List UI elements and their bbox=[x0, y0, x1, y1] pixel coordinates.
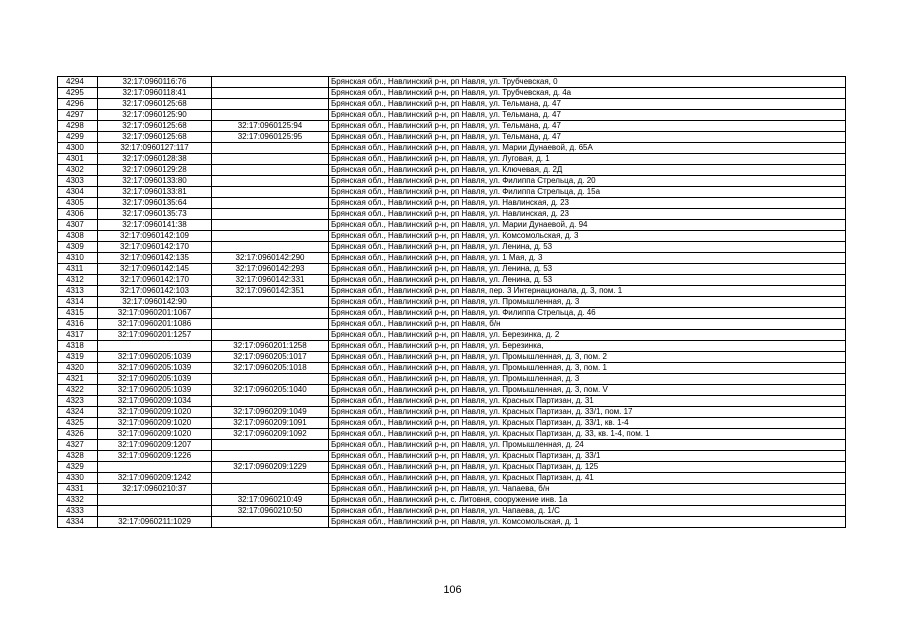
table-row bbox=[58, 165, 846, 176]
row-number-cell: 4319 bbox=[58, 352, 98, 363]
linked-cadastral-number-cell: 32:17:0960210:50 bbox=[212, 506, 329, 517]
table-row bbox=[58, 121, 846, 132]
cadastral-number-cell: 32:17:0960125:68 bbox=[98, 121, 212, 132]
table-row bbox=[58, 77, 846, 88]
address-cell: Брянская обл., Навлинский р-н, рп Навля, ул. Тельмана, д. 47 bbox=[329, 132, 846, 143]
address-cell: Брянская обл., Навлинский р-н, рп Навля, ул. Навлинская, д. 23 bbox=[329, 198, 846, 209]
address-cell: Брянская обл., Навлинский р-н, рп Навля, б/н bbox=[329, 319, 846, 330]
linked-cadastral-number-cell bbox=[212, 143, 329, 154]
table-row bbox=[58, 209, 846, 220]
linked-cadastral-number-cell: 32:17:0960205:1017 bbox=[212, 352, 329, 363]
linked-cadastral-number-cell: 32:17:0960210:49 bbox=[212, 495, 329, 506]
cadastral-number-cell: 32:17:0960205:1039 bbox=[98, 385, 212, 396]
cadastral-number-cell: 32:17:0960205:1039 bbox=[98, 352, 212, 363]
address-cell: Брянская обл., Навлинский р-н, рп Навля, ул. 1 Мая, д. 3 bbox=[329, 253, 846, 264]
address-cell: Брянская обл., Навлинский р-н, рп Навля, ул. Филиппа Стрельца, д. 46 bbox=[329, 308, 846, 319]
table-row bbox=[58, 341, 846, 352]
table-row bbox=[58, 88, 846, 99]
linked-cadastral-number-cell bbox=[212, 99, 329, 110]
cadastral-number-cell: 32:17:0960135:73 bbox=[98, 209, 212, 220]
registry-table-body bbox=[58, 77, 846, 528]
address-cell: Брянская обл., Навлинский р-н, рп Навля, ул. Чапаева, б/н bbox=[329, 484, 846, 495]
address-cell: Брянская обл., Навлинский р-н, рп Навля, ул. Промышленная, д. 3 bbox=[329, 374, 846, 385]
address-cell: Брянская обл., Навлинский р-н, с. Литовня, сооружение инв. 1а bbox=[329, 495, 846, 506]
linked-cadastral-number-cell bbox=[212, 396, 329, 407]
table-row bbox=[58, 352, 846, 363]
table-row bbox=[58, 275, 846, 286]
table-row bbox=[58, 132, 846, 143]
row-number-cell: 4303 bbox=[58, 176, 98, 187]
linked-cadastral-number-cell bbox=[212, 242, 329, 253]
linked-cadastral-number-cell: 32:17:0960142:290 bbox=[212, 253, 329, 264]
linked-cadastral-number-cell: 32:17:0960142:331 bbox=[212, 275, 329, 286]
address-cell: Брянская обл., Навлинский р-н, рп Навля, ул. Ключевая, д. 2Д bbox=[329, 165, 846, 176]
cadastral-number-cell: 32:17:0960209:1034 bbox=[98, 396, 212, 407]
cadastral-number-cell: 32:17:0960125:68 bbox=[98, 132, 212, 143]
table-row bbox=[58, 429, 846, 440]
address-cell: Брянская обл., Навлинский р-н, рп Навля, ул. Ленина, д. 53 bbox=[329, 264, 846, 275]
row-number-cell: 4333 bbox=[58, 506, 98, 517]
linked-cadastral-number-cell bbox=[212, 165, 329, 176]
cadastral-number-cell bbox=[98, 341, 212, 352]
linked-cadastral-number-cell: 32:17:0960209:1049 bbox=[212, 407, 329, 418]
table-row bbox=[58, 407, 846, 418]
table-row bbox=[58, 374, 846, 385]
linked-cadastral-number-cell: 32:17:0960205:1018 bbox=[212, 363, 329, 374]
cadastral-number-cell: 32:17:0960205:1039 bbox=[98, 363, 212, 374]
linked-cadastral-number-cell bbox=[212, 198, 329, 209]
table-row bbox=[58, 286, 846, 297]
table-row bbox=[58, 242, 846, 253]
linked-cadastral-number-cell: 32:17:0960125:95 bbox=[212, 132, 329, 143]
address-cell: Брянская обл., Навлинский р-н, рп Навля, ул. Промышленная, д. 3, пом. 1 bbox=[329, 363, 846, 374]
address-cell: Брянская обл., Навлинский р-н, рп Навля, ул. Красных Партизан, д. 33, кв. 1-4, пом. 1 bbox=[329, 429, 846, 440]
address-cell: Брянская обл., Навлинский р-н, рп Навля, ул. Комсомольская, д. 3 bbox=[329, 231, 846, 242]
cadastral-number-cell: 32:17:0960142:109 bbox=[98, 231, 212, 242]
cadastral-number-cell: 32:17:0960142:135 bbox=[98, 253, 212, 264]
linked-cadastral-number-cell bbox=[212, 154, 329, 165]
row-number-cell: 4316 bbox=[58, 319, 98, 330]
row-number-cell: 4320 bbox=[58, 363, 98, 374]
address-cell: Брянская обл., Навлинский р-н, рп Навля, ул. Березинка, д. 2 bbox=[329, 330, 846, 341]
row-number-cell: 4317 bbox=[58, 330, 98, 341]
cadastral-number-cell: 32:17:0960118:41 bbox=[98, 88, 212, 99]
cadastral-number-cell: 32:17:0960201:1067 bbox=[98, 308, 212, 319]
table-row bbox=[58, 484, 846, 495]
table-row bbox=[58, 495, 846, 506]
cadastral-number-cell: 32:17:0960142:170 bbox=[98, 275, 212, 286]
cadastral-number-cell: 32:17:0960209:1242 bbox=[98, 473, 212, 484]
cadastral-number-cell: 32:17:0960127:117 bbox=[98, 143, 212, 154]
cadastral-number-cell: 32:17:0960135:64 bbox=[98, 198, 212, 209]
row-number-cell: 4329 bbox=[58, 462, 98, 473]
linked-cadastral-number-cell: 32:17:0960142:293 bbox=[212, 264, 329, 275]
linked-cadastral-number-cell bbox=[212, 231, 329, 242]
linked-cadastral-number-cell: 32:17:0960125:94 bbox=[212, 121, 329, 132]
table-row bbox=[58, 110, 846, 121]
cadastral-number-cell: 32:17:0960125:90 bbox=[98, 110, 212, 121]
table-row bbox=[58, 451, 846, 462]
address-cell: Брянская обл., Навлинский р-н, рп Навля, ул. Филиппа Стрельца, д. 20 bbox=[329, 176, 846, 187]
row-number-cell: 4328 bbox=[58, 451, 98, 462]
table-row bbox=[58, 462, 846, 473]
row-number-cell: 4326 bbox=[58, 429, 98, 440]
address-cell: Брянская обл., Навлинский р-н, рп Навля, ул. Красных Партизан, д. 33/1, кв. 1-4 bbox=[329, 418, 846, 429]
linked-cadastral-number-cell: 32:17:0960209:1229 bbox=[212, 462, 329, 473]
linked-cadastral-number-cell bbox=[212, 220, 329, 231]
linked-cadastral-number-cell bbox=[212, 88, 329, 99]
cadastral-number-cell: 32:17:0960205:1039 bbox=[98, 374, 212, 385]
cadastral-number-cell: 32:17:0960142:170 bbox=[98, 242, 212, 253]
table-row bbox=[58, 99, 846, 110]
linked-cadastral-number-cell bbox=[212, 209, 329, 220]
address-cell: Брянская обл., Навлинский р-н, рп Навля, ул. Тельмана, д. 47 bbox=[329, 99, 846, 110]
cadastral-number-cell: 32:17:0960201:1086 bbox=[98, 319, 212, 330]
linked-cadastral-number-cell bbox=[212, 176, 329, 187]
cadastral-number-cell: 32:17:0960209:1207 bbox=[98, 440, 212, 451]
address-cell: Брянская обл., Навлинский р-н, рп Навля, ул. Филиппа Стрельца, д. 15а bbox=[329, 187, 846, 198]
address-cell: Брянская обл., Навлинский р-н, рп Навля, ул. Промышленная, д. 24 bbox=[329, 440, 846, 451]
cadastral-number-cell: 32:17:0960209:1020 bbox=[98, 418, 212, 429]
row-number-cell: 4334 bbox=[58, 517, 98, 528]
row-number-cell: 4304 bbox=[58, 187, 98, 198]
table-row bbox=[58, 517, 846, 528]
table-row bbox=[58, 154, 846, 165]
table-row bbox=[58, 187, 846, 198]
linked-cadastral-number-cell: 32:17:0960201:1258 bbox=[212, 341, 329, 352]
row-number-cell: 4323 bbox=[58, 396, 98, 407]
address-cell: Брянская обл., Навлинский р-н, рп Навля, ул. Ленина, д. 53 bbox=[329, 275, 846, 286]
table-row bbox=[58, 198, 846, 209]
row-number-cell: 4302 bbox=[58, 165, 98, 176]
address-cell: Брянская обл., Навлинский р-н, рп Навля, ул. Трубчевская, д. 4а bbox=[329, 88, 846, 99]
row-number-cell: 4294 bbox=[58, 77, 98, 88]
table-row bbox=[58, 319, 846, 330]
address-cell: Брянская обл., Навлинский р-н, рп Навля, ул. Красных Партизан, д. 125 bbox=[329, 462, 846, 473]
table-row bbox=[58, 308, 846, 319]
linked-cadastral-number-cell bbox=[212, 440, 329, 451]
row-number-cell: 4312 bbox=[58, 275, 98, 286]
cadastral-number-cell bbox=[98, 506, 212, 517]
table-row bbox=[58, 363, 846, 374]
row-number-cell: 4305 bbox=[58, 198, 98, 209]
row-number-cell: 4331 bbox=[58, 484, 98, 495]
linked-cadastral-number-cell bbox=[212, 473, 329, 484]
row-number-cell: 4318 bbox=[58, 341, 98, 352]
table-row bbox=[58, 396, 846, 407]
address-cell: Брянская обл., Навлинский р-н, рп Навля, пер. 3 Интернационала, д. 3, пом. 1 bbox=[329, 286, 846, 297]
address-cell: Брянская обл., Навлинский р-н, рп Навля, ул. Чапаева, д. 1/С bbox=[329, 506, 846, 517]
linked-cadastral-number-cell bbox=[212, 484, 329, 495]
address-cell: Брянская обл., Навлинский р-н, рп Навля, ул. Красных Партизан, д. 31 bbox=[329, 396, 846, 407]
address-cell: Брянская обл., Навлинский р-н, рп Навля, ул. Тельмана, д. 47 bbox=[329, 110, 846, 121]
address-cell: Брянская обл., Навлинский р-н, рп Навля, ул. Красных Партизан, д. 33/1, пом. 17 bbox=[329, 407, 846, 418]
row-number-cell: 4309 bbox=[58, 242, 98, 253]
row-number-cell: 4311 bbox=[58, 264, 98, 275]
row-number-cell: 4327 bbox=[58, 440, 98, 451]
row-number-cell: 4307 bbox=[58, 220, 98, 231]
linked-cadastral-number-cell bbox=[212, 308, 329, 319]
table-row bbox=[58, 264, 846, 275]
cadastral-number-cell: 32:17:0960142:103 bbox=[98, 286, 212, 297]
table-row bbox=[58, 253, 846, 264]
row-number-cell: 4324 bbox=[58, 407, 98, 418]
row-number-cell: 4297 bbox=[58, 110, 98, 121]
cadastral-number-cell bbox=[98, 462, 212, 473]
address-cell: Брянская обл., Навлинский р-н, рп Навля, ул. Трубчевская, 0 bbox=[329, 77, 846, 88]
row-number-cell: 4314 bbox=[58, 297, 98, 308]
row-number-cell: 4310 bbox=[58, 253, 98, 264]
address-cell: Брянская обл., Навлинский р-н, рп Навля, ул. Марии Дунаевой, д. 65А bbox=[329, 143, 846, 154]
row-number-cell: 4315 bbox=[58, 308, 98, 319]
linked-cadastral-number-cell bbox=[212, 517, 329, 528]
cadastral-number-cell: 32:17:0960125:68 bbox=[98, 99, 212, 110]
table-row bbox=[58, 297, 846, 308]
linked-cadastral-number-cell: 32:17:0960205:1040 bbox=[212, 385, 329, 396]
row-number-cell: 4322 bbox=[58, 385, 98, 396]
address-cell: Брянская обл., Навлинский р-н, рп Навля, ул. Марии Дунаевой, д. 94 bbox=[329, 220, 846, 231]
cadastral-number-cell: 32:17:0960128:38 bbox=[98, 154, 212, 165]
linked-cadastral-number-cell bbox=[212, 110, 329, 121]
cadastral-number-cell: 32:17:0960209:1020 bbox=[98, 429, 212, 440]
cadastral-number-cell: 32:17:0960142:90 bbox=[98, 297, 212, 308]
address-cell: Брянская обл., Навлинский р-н, рп Навля, ул. Комсомольская, д. 1 bbox=[329, 517, 846, 528]
cadastral-number-cell: 32:17:0960141:38 bbox=[98, 220, 212, 231]
linked-cadastral-number-cell: 32:17:0960142:351 bbox=[212, 286, 329, 297]
linked-cadastral-number-cell bbox=[212, 319, 329, 330]
row-number-cell: 4298 bbox=[58, 121, 98, 132]
cadastral-number-cell: 32:17:0960133:81 bbox=[98, 187, 212, 198]
linked-cadastral-number-cell: 32:17:0960209:1092 bbox=[212, 429, 329, 440]
table-row bbox=[58, 418, 846, 429]
address-cell: Брянская обл., Навлинский р-н, рп Навля, ул. Навлинская, д. 23 bbox=[329, 209, 846, 220]
table-row bbox=[58, 385, 846, 396]
cadastral-number-cell: 32:17:0960209:1226 bbox=[98, 451, 212, 462]
linked-cadastral-number-cell bbox=[212, 330, 329, 341]
linked-cadastral-number-cell bbox=[212, 297, 329, 308]
table-row bbox=[58, 330, 846, 341]
row-number-cell: 4332 bbox=[58, 495, 98, 506]
row-number-cell: 4295 bbox=[58, 88, 98, 99]
row-number-cell: 4299 bbox=[58, 132, 98, 143]
cadastral-number-cell: 32:17:0960210:37 bbox=[98, 484, 212, 495]
linked-cadastral-number-cell bbox=[212, 187, 329, 198]
cadastral-number-cell bbox=[98, 495, 212, 506]
table-row bbox=[58, 220, 846, 231]
table-row bbox=[58, 440, 846, 451]
table-row bbox=[58, 473, 846, 484]
address-cell: Брянская обл., Навлинский р-н, рп Навля, ул. Ленина, д. 53 bbox=[329, 242, 846, 253]
linked-cadastral-number-cell: 32:17:0960209:1091 bbox=[212, 418, 329, 429]
row-number-cell: 4296 bbox=[58, 99, 98, 110]
address-cell: Брянская обл., Навлинский р-н, рп Навля, ул. Березинка, bbox=[329, 341, 846, 352]
address-cell: Брянская обл., Навлинский р-н, рп Навля, ул. Промышленная, д. 3, пом. 2 bbox=[329, 352, 846, 363]
cadastral-number-cell: 32:17:0960133:80 bbox=[98, 176, 212, 187]
linked-cadastral-number-cell bbox=[212, 374, 329, 385]
row-number-cell: 4330 bbox=[58, 473, 98, 484]
table-row bbox=[58, 231, 846, 242]
cadastral-number-cell: 32:17:0960201:1257 bbox=[98, 330, 212, 341]
registry-table bbox=[57, 76, 846, 528]
cadastral-number-cell: 32:17:0960116:76 bbox=[98, 77, 212, 88]
address-cell: Брянская обл., Навлинский р-н, рп Навля, ул. Красных Партизан, д. 41 bbox=[329, 473, 846, 484]
row-number-cell: 4308 bbox=[58, 231, 98, 242]
table-row bbox=[58, 143, 846, 154]
cadastral-number-cell: 32:17:0960142:145 bbox=[98, 264, 212, 275]
address-cell: Брянская обл., Навлинский р-н, рп Навля, ул. Красных Партизан, д. 33/1 bbox=[329, 451, 846, 462]
cadastral-number-cell: 32:17:0960211:1029 bbox=[98, 517, 212, 528]
row-number-cell: 4306 bbox=[58, 209, 98, 220]
address-cell: Брянская обл., Навлинский р-н, рп Навля, ул. Промышленная, д. 3, пом. V bbox=[329, 385, 846, 396]
page-number: 106 bbox=[443, 584, 462, 596]
row-number-cell: 4313 bbox=[58, 286, 98, 297]
cadastral-number-cell: 32:17:0960129:28 bbox=[98, 165, 212, 176]
linked-cadastral-number-cell bbox=[212, 451, 329, 462]
table-row bbox=[58, 506, 846, 517]
linked-cadastral-number-cell bbox=[212, 77, 329, 88]
table-row bbox=[58, 176, 846, 187]
cadastral-number-cell: 32:17:0960209:1020 bbox=[98, 407, 212, 418]
row-number-cell: 4325 bbox=[58, 418, 98, 429]
row-number-cell: 4300 bbox=[58, 143, 98, 154]
row-number-cell: 4321 bbox=[58, 374, 98, 385]
address-cell: Брянская обл., Навлинский р-н, рп Навля, ул. Тельмана, д. 47 bbox=[329, 121, 846, 132]
address-cell: Брянская обл., Навлинский р-н, рп Навля, ул. Луговая, д. 1 bbox=[329, 154, 846, 165]
address-cell: Брянская обл., Навлинский р-н, рп Навля, ул. Промышленная, д. 3 bbox=[329, 297, 846, 308]
row-number-cell: 4301 bbox=[58, 154, 98, 165]
